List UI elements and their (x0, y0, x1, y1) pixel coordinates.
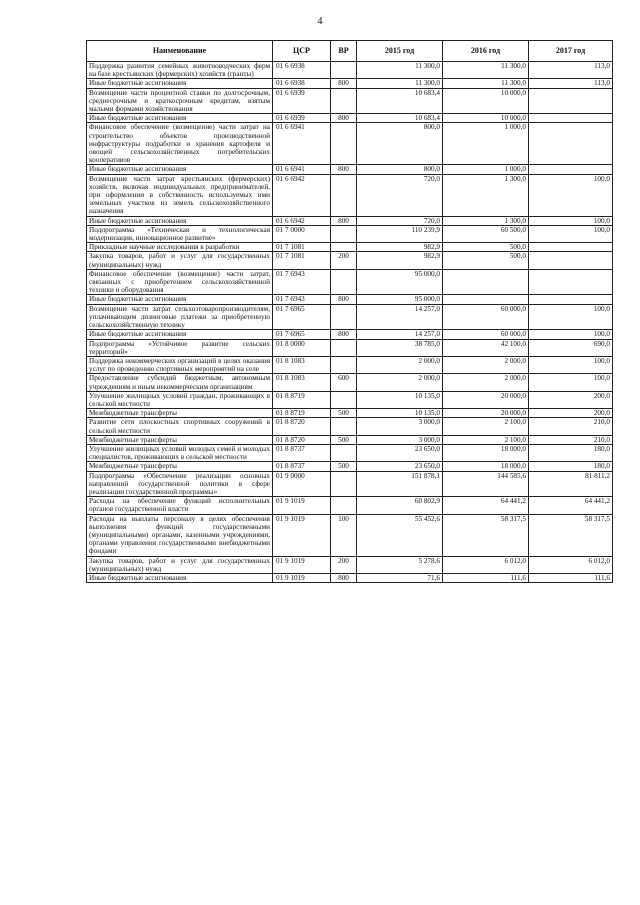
table-row (87, 88, 613, 114)
table-row (87, 269, 613, 295)
row-value-2016: 2 100,0 (443, 435, 529, 444)
row-value-2016: 64 441,2 (443, 497, 529, 514)
table-row (87, 418, 613, 435)
row-value-2017: 100,0 (529, 216, 613, 225)
row-value-2017: 6 012,0 (529, 556, 613, 573)
row-value-2015: 3 000,0 (357, 435, 443, 444)
row-value-2015: 3 000,0 (357, 418, 443, 435)
row-value-2017 (529, 114, 613, 123)
row-value-2015: 2 000,0 (357, 356, 443, 373)
row-csr: 01 7 6965 (273, 304, 331, 330)
row-name: Расходы на обеспечение функций исполнительных органов государственной власти (87, 497, 273, 514)
row-value-2015: 10 683,4 (357, 88, 443, 114)
row-csr: 01 6 6938 (273, 62, 331, 79)
table-row (87, 304, 613, 330)
row-value-2016: 2 000,0 (443, 356, 529, 373)
row-value-2016: 60 000,0 (443, 330, 529, 339)
row-value-2016: 42 100,0 (443, 339, 529, 356)
row-csr: 01 7 1081 (273, 252, 331, 269)
row-value-2017: 113,0 (529, 79, 613, 88)
row-csr: 01 9 0000 (273, 471, 331, 497)
row-value-2016: 111,6 (443, 573, 529, 582)
row-vr (331, 339, 357, 356)
row-name: Подпрограмма «Обеспечение реализации основных направлений государственной политики в сфере реализации государственной программы» (87, 471, 273, 497)
row-value-2017: 100,0 (529, 225, 613, 242)
row-csr: 01 8 8720 (273, 435, 331, 444)
row-value-2015: 23 650,0 (357, 444, 443, 461)
row-value-2017: 180,0 (529, 444, 613, 461)
row-name: Иные бюджетные ассигнования (87, 114, 273, 123)
table-row (87, 225, 613, 242)
budget-table (86, 40, 613, 583)
row-csr: 01 6 6939 (273, 88, 331, 114)
row-name: Иные бюджетные ассигнования (87, 295, 273, 304)
row-value-2017: 81 811,2 (529, 471, 613, 497)
row-vr: 500 (331, 462, 357, 471)
row-vr: 200 (331, 556, 357, 573)
page-number: 4 (317, 16, 323, 27)
row-name: Развитие сети плоскостных спортивных сооружений в сельской местности (87, 418, 273, 435)
row-value-2016 (443, 295, 529, 304)
row-value-2017: 111,6 (529, 573, 613, 582)
table-row (87, 165, 613, 174)
row-csr: 01 6 6939 (273, 114, 331, 123)
row-value-2016: 2 100,0 (443, 418, 529, 435)
row-value-2016: 6 012,0 (443, 556, 529, 573)
row-name: Иные бюджетные ассигнования (87, 79, 273, 88)
row-vr (331, 391, 357, 408)
row-vr (331, 356, 357, 373)
row-value-2015: 800,0 (357, 165, 443, 174)
row-vr (331, 471, 357, 497)
row-vr (331, 225, 357, 242)
row-vr: 600 (331, 374, 357, 391)
row-name: Иные бюджетные ассигнования (87, 165, 273, 174)
row-name: Прикладные научные исследования в разработки (87, 243, 273, 252)
row-value-2017: 100,0 (529, 304, 613, 330)
row-value-2017: 200,0 (529, 391, 613, 408)
row-vr (331, 88, 357, 114)
row-vr (331, 418, 357, 435)
row-value-2015: 5 278,6 (357, 556, 443, 573)
row-csr: 01 8 1083 (273, 374, 331, 391)
row-name: Межбюджетные трансферты (87, 409, 273, 418)
table-row (87, 174, 613, 216)
row-vr: 800 (331, 295, 357, 304)
row-value-2017: 200,0 (529, 409, 613, 418)
row-value-2016: 18 000,0 (443, 444, 529, 461)
row-name: Финансовое обеспечение (возмещение) части затрат на строительство объектов производственной инфраструктуры подработки и хранения картофеля и овощей сельскохозяйственных потребительских кооперативов (87, 123, 273, 165)
row-value-2015: 110 239,9 (357, 225, 443, 242)
row-name: Подпрограмма «Устойчивое развитие сельских территорий» (87, 339, 273, 356)
row-value-2016: 60 500,0 (443, 225, 529, 242)
row-vr (331, 243, 357, 252)
row-vr (331, 497, 357, 514)
row-csr: 01 8 8720 (273, 418, 331, 435)
row-csr: 01 7 0000 (273, 225, 331, 242)
row-value-2015: 95 000,0 (357, 295, 443, 304)
row-vr: 200 (331, 252, 357, 269)
row-vr: 500 (331, 435, 357, 444)
row-name: Улучшение жилищных условий молодых семей и молодых специалистов, проживающих в сельской местности (87, 444, 273, 461)
row-value-2016: 11 300,0 (443, 79, 529, 88)
table-row (87, 62, 613, 79)
row-value-2016: 1 000,0 (443, 123, 529, 165)
row-value-2015: 14 257,0 (357, 330, 443, 339)
row-value-2015: 2 000,0 (357, 374, 443, 391)
row-value-2016: 18 000,0 (443, 462, 529, 471)
row-name: Поддержка развития семейных животноводческих ферм на базе крестьянских (фермерских) хозяйств (гранты) (87, 62, 273, 79)
header-csr: ЦСР (273, 41, 331, 62)
header-vr: ВР (331, 41, 357, 62)
row-name: Иные бюджетные ассигнования (87, 330, 273, 339)
row-vr (331, 444, 357, 461)
row-value-2017 (529, 88, 613, 114)
table-row (87, 295, 613, 304)
row-value-2015: 14 257,0 (357, 304, 443, 330)
row-value-2016: 11 300,0 (443, 62, 529, 79)
row-csr: 01 6 6942 (273, 216, 331, 225)
row-value-2016: 58 317,5 (443, 514, 529, 556)
row-csr: 01 8 8719 (273, 391, 331, 408)
row-vr: 800 (331, 165, 357, 174)
row-vr (331, 269, 357, 295)
table-row (87, 435, 613, 444)
row-value-2017: 210,0 (529, 435, 613, 444)
row-vr: 800 (331, 114, 357, 123)
table-row (87, 471, 613, 497)
row-value-2015: 55 452,6 (357, 514, 443, 556)
header-2015: 2015 год (357, 41, 443, 62)
row-value-2015: 151 878,1 (357, 471, 443, 497)
row-name: Межбюджетные трансферты (87, 435, 273, 444)
row-vr: 800 (331, 79, 357, 88)
row-value-2016: 2 000,0 (443, 374, 529, 391)
row-csr: 01 9 1019 (273, 514, 331, 556)
row-name: Предоставление субсидий бюджетным, автономным учреждениям и иным некоммерческим организациям (87, 374, 273, 391)
row-value-2015: 11 300,0 (357, 79, 443, 88)
row-value-2016: 20 000,0 (443, 391, 529, 408)
header-name: Наименование (87, 41, 273, 62)
table-row (87, 330, 613, 339)
table-row (87, 462, 613, 471)
row-csr: 01 9 1019 (273, 573, 331, 582)
row-value-2016: 500,0 (443, 252, 529, 269)
row-value-2017: 180,0 (529, 462, 613, 471)
table-row (87, 374, 613, 391)
row-value-2017 (529, 269, 613, 295)
row-value-2017: 100,0 (529, 356, 613, 373)
table-row (87, 514, 613, 556)
row-value-2016: 60 000,0 (443, 304, 529, 330)
row-name: Иные бюджетные ассигнования (87, 216, 273, 225)
row-csr: 01 9 1019 (273, 556, 331, 573)
row-value-2015: 720,0 (357, 174, 443, 216)
header-2016: 2016 год (443, 41, 529, 62)
table-row (87, 114, 613, 123)
row-value-2015: 10 135,0 (357, 391, 443, 408)
row-csr: 01 6 6938 (273, 79, 331, 88)
row-csr: 01 8 8737 (273, 444, 331, 461)
row-csr: 01 8 0000 (273, 339, 331, 356)
row-value-2016: 10 000,0 (443, 88, 529, 114)
row-name: Иные бюджетные ассигнования (87, 573, 273, 582)
table-row (87, 123, 613, 165)
row-value-2015: 982,9 (357, 243, 443, 252)
table-row (87, 216, 613, 225)
row-value-2015: 71,6 (357, 573, 443, 582)
row-value-2017: 58 317,5 (529, 514, 613, 556)
row-value-2017 (529, 252, 613, 269)
table-row (87, 391, 613, 408)
row-value-2015: 38 785,0 (357, 339, 443, 356)
row-value-2017 (529, 165, 613, 174)
table-row (87, 409, 613, 418)
row-csr: 01 6 6941 (273, 123, 331, 165)
row-value-2015: 982,9 (357, 252, 443, 269)
row-value-2017: 210,0 (529, 418, 613, 435)
row-value-2016 (443, 269, 529, 295)
table-row (87, 356, 613, 373)
row-value-2015: 95 000,0 (357, 269, 443, 295)
row-value-2015: 23 650,0 (357, 462, 443, 471)
table-row (87, 497, 613, 514)
row-value-2017: 100,0 (529, 374, 613, 391)
row-name: Межбюджетные трансферты (87, 462, 273, 471)
row-value-2015: 10 683,4 (357, 114, 443, 123)
row-name: Закупка товаров, работ и услуг для государственных (муниципальных) нужд (87, 252, 273, 269)
row-csr: 01 6 6941 (273, 165, 331, 174)
row-value-2017 (529, 243, 613, 252)
row-value-2016: 1 300,0 (443, 216, 529, 225)
header-2017: 2017 год (529, 41, 613, 62)
table-row (87, 556, 613, 573)
row-value-2017 (529, 295, 613, 304)
row-value-2015: 11 300,0 (357, 62, 443, 79)
table-row (87, 252, 613, 269)
row-csr: 01 8 8737 (273, 462, 331, 471)
row-csr: 01 7 6943 (273, 269, 331, 295)
row-csr: 01 7 6943 (273, 295, 331, 304)
row-value-2016: 144 585,6 (443, 471, 529, 497)
table-header-row (87, 41, 613, 62)
table-row (87, 573, 613, 582)
row-name: Улучшение жилищных условий граждан, проживающих в сельской местности (87, 391, 273, 408)
row-name: Расходы на выплаты персоналу в целях обеспечения выполнения функций государственными (муниципальными) органами, казенными учреждениями, органами управления государственными внебюджетными фондами (87, 514, 273, 556)
row-value-2015: 800,0 (357, 123, 443, 165)
table-row (87, 339, 613, 356)
row-name: Поддержка некоммерческих организаций в целях оказания услуг по проведению спортивных мероприятий на селе (87, 356, 273, 373)
row-name: Финансовое обеспечение (возмещение) части затрат, связанных с приобретением сельскохозяйственной техники и оборудования (87, 269, 273, 295)
row-value-2017 (529, 123, 613, 165)
row-value-2016: 1 000,0 (443, 165, 529, 174)
row-csr: 01 8 8719 (273, 409, 331, 418)
row-value-2017: 690,0 (529, 339, 613, 356)
row-vr: 100 (331, 514, 357, 556)
row-name: Возмещение части затрат сельхозтоваропроизводителям, уплачивающим лизинговые платежи за приобретенную сельскохозяйственную технику (87, 304, 273, 330)
row-csr: 01 7 1081 (273, 243, 331, 252)
table-row (87, 243, 613, 252)
row-vr: 800 (331, 216, 357, 225)
row-value-2017: 64 441,2 (529, 497, 613, 514)
row-value-2016: 1 300,0 (443, 174, 529, 216)
row-vr (331, 174, 357, 216)
row-vr: 500 (331, 409, 357, 418)
row-csr: 01 7 6965 (273, 330, 331, 339)
row-value-2015: 10 135,0 (357, 409, 443, 418)
row-vr (331, 304, 357, 330)
row-vr (331, 123, 357, 165)
table-row (87, 444, 613, 461)
row-csr: 01 8 1083 (273, 356, 331, 373)
row-value-2017: 100,0 (529, 174, 613, 216)
row-name: Подпрограмма «Техническая и технологическая модернизация, инновационное развитие» (87, 225, 273, 242)
row-value-2016: 20 000,0 (443, 409, 529, 418)
row-csr: 01 6 6942 (273, 174, 331, 216)
row-value-2016: 500,0 (443, 243, 529, 252)
row-csr: 01 9 1019 (273, 497, 331, 514)
row-value-2017: 100,0 (529, 330, 613, 339)
row-name: Возмещение части затрат крестьянских (фермерских) хозяйств, включая индивидуальных предпринимателей, при оформлении в собственность используемых ими земельных участков из земель сельскохозяйственного назначения (87, 174, 273, 216)
row-name: Закупка товаров, работ и услуг для государственных (муниципальных) нужд (87, 556, 273, 573)
table-row (87, 79, 613, 88)
row-value-2016: 10 000,0 (443, 114, 529, 123)
row-name: Возмещение части процентной ставки по долгосрочным, среднесрочным и краткосрочным кредитам, взятым малыми формами хозяйствования (87, 88, 273, 114)
row-vr: 800 (331, 330, 357, 339)
row-value-2017: 113,0 (529, 62, 613, 79)
row-vr (331, 62, 357, 79)
row-value-2015: 60 802,9 (357, 497, 443, 514)
row-vr: 800 (331, 573, 357, 582)
row-value-2015: 720,0 (357, 216, 443, 225)
